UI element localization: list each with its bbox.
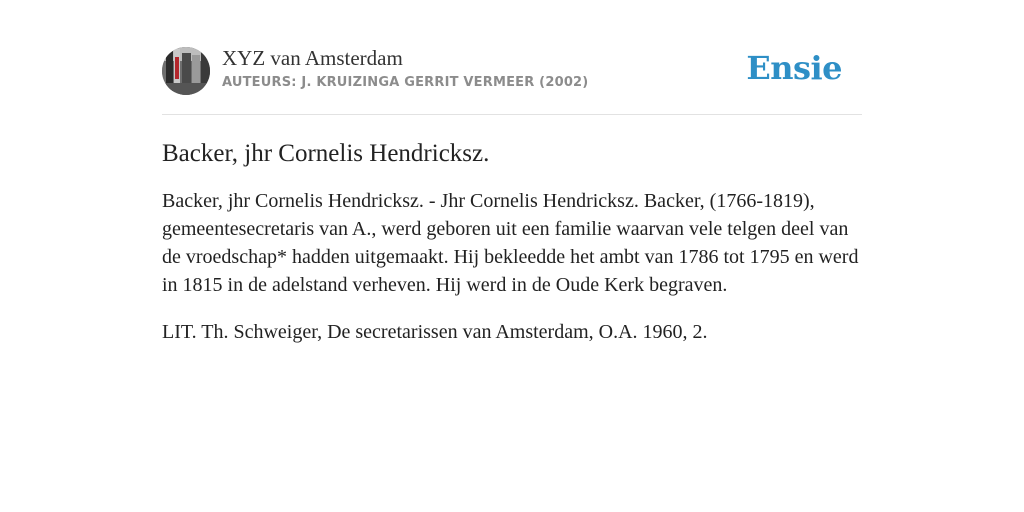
entry-paragraph: Backer, jhr Cornelis Hendricksz. - Jhr Cornelis Hendricksz. Backer, (1766-1819), gemeentesecretaris van A., werd geboren uit een familie waarvan vele telgen deel van de vroedschap* hadden uitgemaakt. Hij bekleedde het ambt van 1786 tot 1795 en werd in 1815 in de adelstand verheven. Hij werd in de Oude Kerk begraven. xyxy=(162,190,859,296)
entry-header xyxy=(162,44,862,115)
book-title[interactable]: XYZ van Amsterdam xyxy=(222,46,403,70)
book-cover-avatar[interactable] xyxy=(162,47,210,95)
book-cover-icon xyxy=(162,47,210,95)
entry-content xyxy=(162,115,862,346)
entry-card xyxy=(162,44,862,365)
book-authors: AUTEURS: J. KRUIZINGA GERRIT VERMEER (2002) xyxy=(222,75,589,90)
entry-title: Backer, jhr Cornelis Hendricksz. xyxy=(162,140,490,167)
ensie-logo[interactable]: Ensie xyxy=(746,49,842,87)
entry-reference: LIT. Th. Schweiger, De secretarissen van Amsterdam, O.A. 1960, 2. xyxy=(162,321,708,343)
